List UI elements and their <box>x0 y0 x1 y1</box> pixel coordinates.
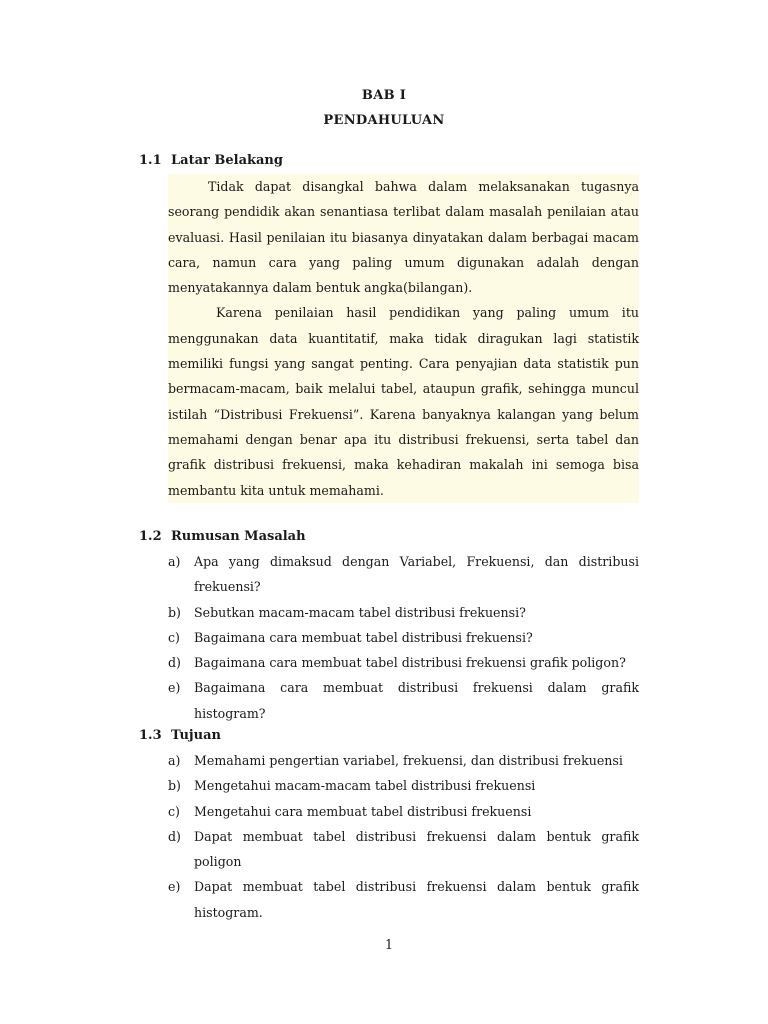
list-marker: c) <box>168 629 180 645</box>
section-title: Latar Belakang <box>171 153 283 168</box>
chapter-title: PENDAHULUAN <box>323 113 445 128</box>
list-marker: a) <box>168 753 181 768</box>
list-marker: b) <box>168 778 181 794</box>
list-item-text: Apa yang dimaksud dengan Variabel, Frekuensi, dan distribusi frekuensi? <box>194 554 639 595</box>
section-heading-tujuan <box>139 728 221 743</box>
list-item <box>168 799 639 824</box>
list-item <box>168 650 639 675</box>
list-item <box>168 549 639 600</box>
list-item-text: Memahami pengertian variabel, frekuensi, dan distribusi frekuensi <box>194 753 623 768</box>
section-heading-latar-belakang <box>139 153 283 168</box>
list-item-text: Bagaimana cara membuat tabel distribusi frekuensi grafik poligon? <box>194 655 626 671</box>
list-item-text: Bagaimana cara membuat tabel distribusi frekuensi? <box>194 629 533 645</box>
list-marker: c) <box>168 803 180 819</box>
list-item <box>168 748 639 773</box>
chapter-number: BAB I <box>361 88 407 103</box>
list-item <box>168 824 639 875</box>
list-marker: d) <box>168 828 181 844</box>
problem-list <box>168 549 639 726</box>
list-item <box>168 773 639 798</box>
list-marker: e) <box>168 680 181 696</box>
list-marker: e) <box>168 879 181 895</box>
list-marker: d) <box>168 655 181 671</box>
list-item <box>168 675 639 726</box>
list-item-text: Mengetahui macam-macam tabel distribusi frekuensi <box>194 778 536 794</box>
section-title: Rumusan Masalah <box>171 529 306 544</box>
list-item-text: Dapat membuat tabel distribusi frekuensi dalam bentuk grafik poligon <box>194 828 639 870</box>
paragraph: Tidak dapat disangkal bahwa dalam melaksanakan tugasnya seorang pendidik akan senantiasa terlibat dalam masalah penilaian atau evaluasi. Hasil penilaian itu biasanya dinyatakan dalam berbagai macam cara, namun cara yang paling umum digunakan adalah dengan menyatakannya dalam bentuk angka(bilangan). <box>168 179 639 296</box>
list-marker: b) <box>168 604 181 620</box>
background-text-block <box>168 174 639 503</box>
section-title: Tujuan <box>171 728 221 743</box>
objective-list <box>168 748 639 925</box>
section-number: 1.3 <box>139 728 162 743</box>
section-number: 1.2 <box>139 529 162 544</box>
section-heading-rumusan-masalah <box>139 529 306 544</box>
list-item <box>168 625 639 650</box>
list-item-text: Dapat membuat tabel distribusi frekuensi dalam bentuk grafik histogram. <box>194 879 639 920</box>
list-item <box>168 600 639 625</box>
page-number: 1 <box>384 937 393 952</box>
list-marker: a) <box>168 554 181 569</box>
paragraph: Karena penilaian hasil pendidikan yang paling umum itu menggunakan data kuantitatif, maka tidak diragukan lagi statistik memiliki fungsi yang sangat penting. Cara penyajian data statistik pun bermacam-macam, baik melalui tabel, ataupun grafik, sehingga muncul istilah “Distribusi Frekuensi”. Karena banyaknya kalangan yang belum memahami dengan benar apa itu distribusi frekuensi, serta tabel dan grafik distribusi frekuensi, maka kehadiran makalah ini semoga bisa membantu kita untuk memahami. <box>168 305 639 498</box>
section-number: 1.1 <box>139 153 162 168</box>
list-item <box>168 874 639 925</box>
list-item-text: Bagaimana cara membuat distribusi frekuensi dalam grafik histogram? <box>194 680 639 721</box>
list-item-text: Mengetahui cara membuat tabel distribusi frekuensi <box>194 803 532 819</box>
list-item-text: Sebutkan macam-macam tabel distribusi frekuensi? <box>194 604 526 620</box>
